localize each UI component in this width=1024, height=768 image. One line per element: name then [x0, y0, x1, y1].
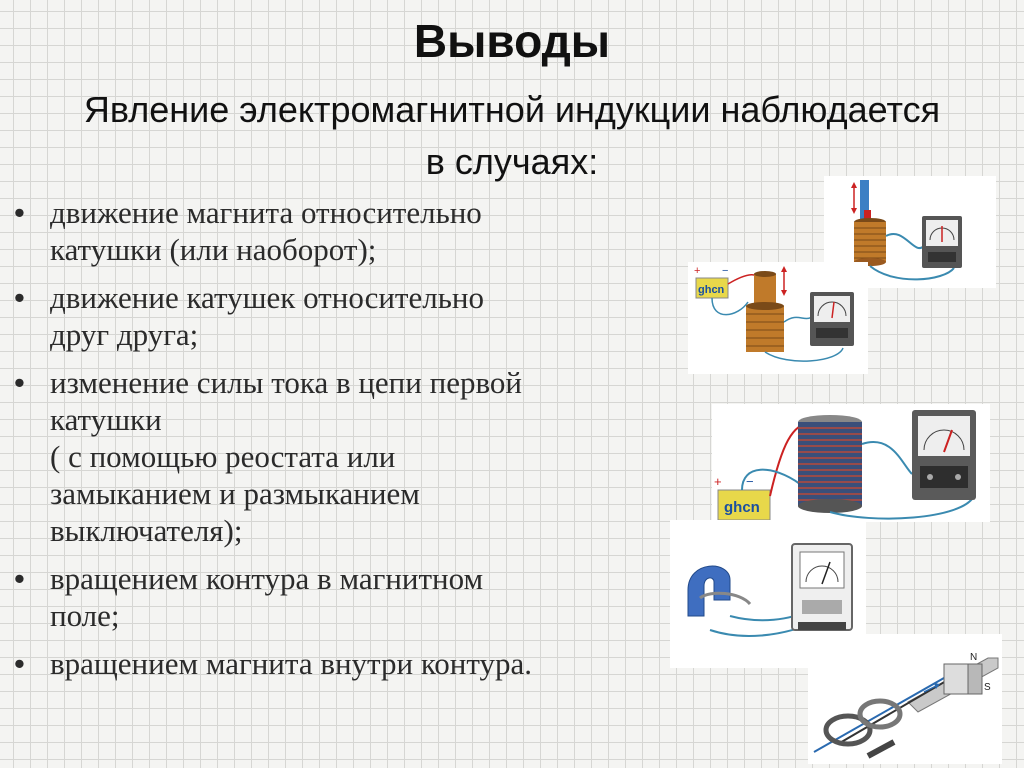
list-item [12, 560, 712, 634]
svg-text:+: + [714, 474, 722, 489]
list-item [12, 279, 712, 353]
list-item-text: движение магнита относительно катушки (или наоборот); [50, 195, 482, 267]
magnet-s-label: S [984, 682, 991, 693]
bullet-icon: • [14, 561, 25, 596]
bullet-icon: • [14, 646, 25, 681]
svg-text:−: − [722, 265, 729, 277]
conclusion-list [12, 194, 712, 693]
list-item-text: движение катушек относительно друг друга; [50, 280, 484, 352]
battery-label: ghcn [724, 499, 760, 516]
list-item-text: вращением контура в магнитном поле; [50, 561, 484, 633]
bullet-icon: • [14, 365, 25, 400]
battery-label: ghcn [698, 284, 725, 296]
svg-text:−: − [746, 474, 754, 489]
slide-title: Выводы [413, 15, 611, 67]
list-item [12, 645, 712, 682]
two-coils-image [688, 262, 868, 374]
coil-battery-image [712, 404, 990, 522]
list-item [12, 364, 712, 549]
list-item-text: вращением магнита внутри контура. [50, 646, 533, 681]
slide-subtitle: Явление электромагнитной индукции наблюдается в случаях: [83, 89, 941, 182]
bullet-icon: • [14, 195, 25, 230]
list-item [12, 194, 712, 268]
rotating-magnet-image [808, 634, 1002, 764]
svg-text:+: + [694, 265, 701, 277]
bullet-icon: • [14, 280, 25, 315]
list-item-text: изменение силы тока в цепи первой катушки ( с помощью реостата или замыканием и размыканием выключателя); [50, 365, 522, 548]
magnet-n-label: N [970, 652, 978, 663]
